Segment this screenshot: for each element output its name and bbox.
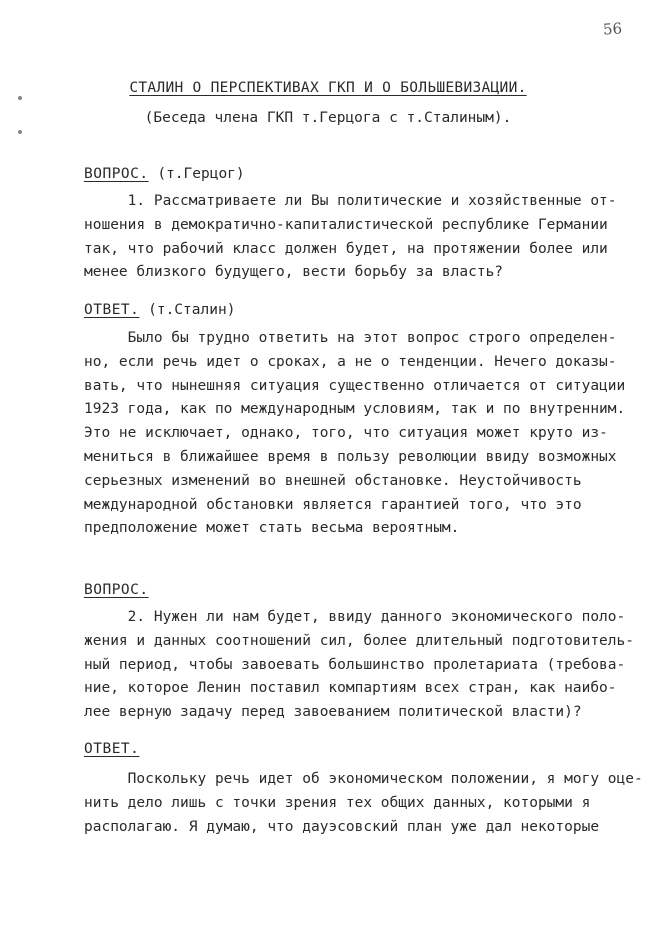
text-line: располагаю. Я думаю, что дауэсовский план уже дал некоторые [84,818,600,835]
text-line: менее близкого будущего, вести борьбу за власть? [84,264,504,281]
document-subtitle: (Беседа члена ГКП т.Герцога с т.Сталиным). [144,110,512,126]
text-line: мениться в ближайшее время в пользу революции ввиду возможных [84,448,617,465]
text-line: ние, которое Ленин поставил компартиям всех стран, как наибо- [84,680,617,697]
text-line: предположение может стать весьма вероятным. [84,520,460,537]
question-label: ВОПРОС. [84,582,149,598]
text-line: серьезных изменений во внешней обстановке. Неустойчивость [84,472,582,489]
speaker-name: (т.Сталин) [139,302,236,318]
text-line: 2. Нужен ли нам будет, ввиду данного экономического поло- [84,609,626,625]
page-number: 56 [602,19,623,39]
answer-text [84,768,644,839]
text-line: международной обстановки является гарантией того, что это [84,496,582,513]
text-line: Это не исключает, однако, того, что ситуация может круто из- [84,425,608,442]
text-line: ношения в демократично-капиталистической республике Германии [84,216,608,233]
text-line: нить дело лишь с точки зрения тех общих данных, которыми я [84,794,591,811]
text-line: 1. Рассматриваете ли Вы политические и хозяйственные от- [84,193,617,209]
question-text [84,190,644,285]
question-text [84,606,644,725]
text-line: лее верную задачу перед завоеванием политической власти)? [84,704,582,721]
text-line: но, если речь идет о сроках, а не о тенденции. Нечего доказы- [84,353,617,370]
question-label: ВОПРОС. (т.Герцог) [84,166,245,182]
answer-label: ОТВЕТ. [84,741,140,757]
speaker-name: (т.Герцог) [148,166,245,182]
text-line: жения и данных соотношений сил, более длительный подготовитель- [84,632,634,649]
punch-hole-mark [18,130,22,134]
document-title-text: СТАЛИН О ПЕРСПЕКТИВАХ ГКП И О БОЛЬШЕВИЗАЦИИ. [129,80,527,96]
text-line: вать, что нынешняя ситуация существенно отличается от ситуации [84,377,626,394]
answer-text [84,327,644,541]
text-line: ный период, чтобы завоевать большинство пролетариата (требова- [84,656,626,673]
answer-label: ОТВЕТ. (т.Сталин) [84,302,236,318]
text-line: 1923 года, как по международным условиям, так и по внутренним. [84,401,626,418]
text-line: Было бы трудно ответить на этот вопрос строго определен- [84,330,617,346]
text-line: Поскольку речь идет об экономическом положении, я могу оце- [84,771,643,787]
document-title [0,80,656,96]
text-line: так, что рабочий класс должен будет, на протяжении более или [84,240,608,257]
punch-hole-mark [18,96,22,100]
